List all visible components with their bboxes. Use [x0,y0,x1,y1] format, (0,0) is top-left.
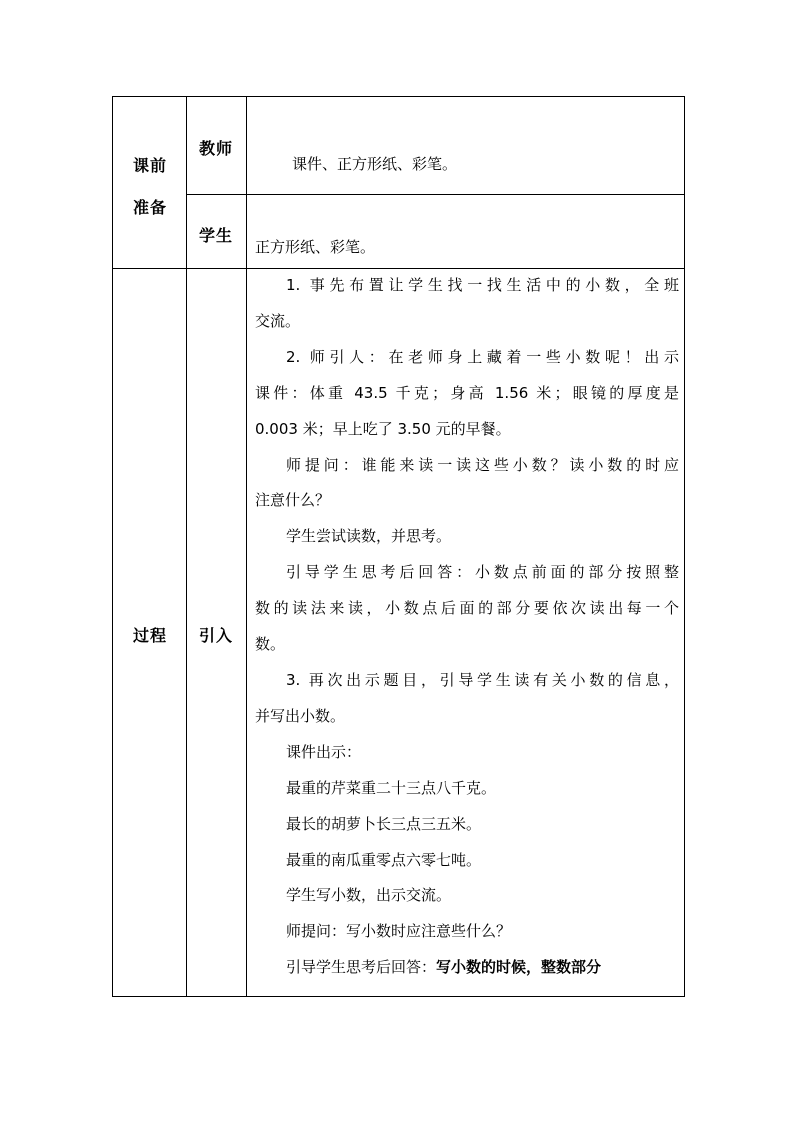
paragraph-line: 数。 [255,635,286,654]
paragraph-line: 1. 事先布置让学生找一找生活中的小数，全班 [286,276,679,294]
column-divider-1 [186,96,187,997]
row-divider-prep-inner [186,194,685,195]
process-content [255,268,679,986]
paragraph-line: 数的读法来读，小数点后面的部分要依次读出每一个 [255,599,679,618]
paragraph-line: 并写出小数。 [255,706,346,725]
column-divider-2 [246,96,247,997]
paragraph-line: 师提问：谁能来读一读这些小数？读小数的时应 [286,455,679,474]
paragraph-line-last [255,950,679,986]
paragraph-line: 0.003 米；早上吃了 3.50 元的早餐。 [255,419,511,438]
paragraph-line: 交流。 [255,311,301,330]
student-materials: 正方形纸、彩笔。 [255,238,376,256]
teacher-materials: 课件、正方形纸、彩笔。 [292,155,458,173]
paragraph-line: 最长的胡萝卜长三点三五米。 [286,814,482,833]
paragraph-line: 学生尝试读数，并思考。 [286,527,452,546]
intro-label: 引入 [199,626,234,645]
paragraph-line: 最重的南瓜重零点六零七吨。 [286,850,482,869]
paragraph-line: 学生写小数，出示交流。 [286,886,452,905]
prep-label-line1: 课前 [133,156,168,175]
last-line-prefix: 引导学生思考后回答： [286,958,437,977]
student-label: 学生 [199,226,234,245]
paragraph-line: 3. 再次出示题目，引导学生读有关小数的信息， [286,670,679,689]
process-label: 过程 [133,626,168,645]
paragraph-line: 引导学生思考后回答：小数点前面的部分按照整 [286,563,679,582]
paragraph-line: 注意什么？ [255,491,331,510]
prep-label-line2: 准备 [133,198,168,217]
paragraph-line: 课件：体重 43.5 千克；身高 1.56 米；眼镜的厚度是 [255,383,679,402]
paragraph-line: 最重的芹菜重二十三点八千克。 [286,778,497,797]
paragraph-line: 2. 师引人：在老师身上藏着一些小数呢！出示 [286,347,679,366]
paragraph-line: 师提问：写小数时应注意些什么？ [286,922,512,941]
teacher-label: 教师 [199,139,234,158]
last-line-bold: 写小数的时候，整数部分 [436,958,602,977]
paragraph-line: 课件出示： [286,742,362,761]
